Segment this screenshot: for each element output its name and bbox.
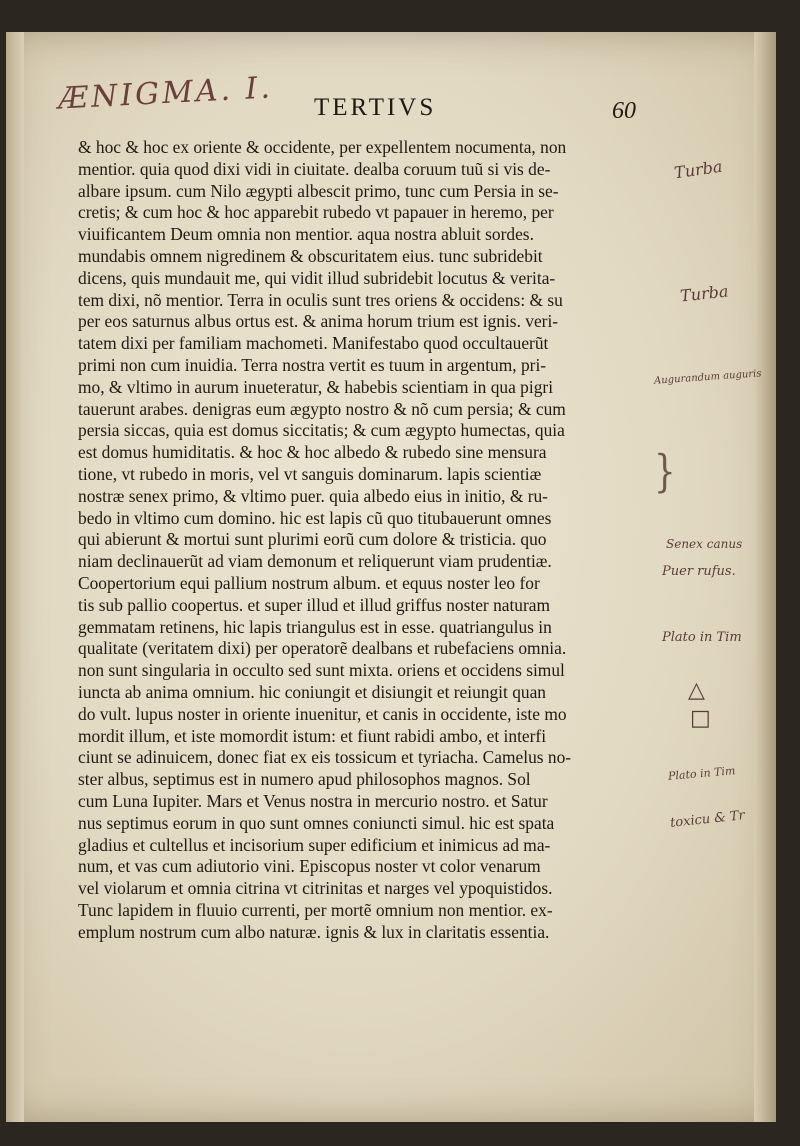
marginal-note-turba: Turba [672,156,724,183]
text-line: Coopertorium equi pallium nostrum album. et equus noster leo for [78,572,540,593]
text-line: albare ipsum. cum Nilo ægypti albescit primo, tunc cum Persia in se- [78,180,559,201]
text-line: persia siccas, quia est domus siccitatis; & cum ægypto humectas, quia [78,420,565,441]
text-line: ster albus, septimus est in numero apud philosophos magnos. Sol [78,769,531,790]
text-line: mo, & vltimo in aurum inueteratur, & habebis scientiam in qua pigri [78,376,554,397]
text-line: nostræ senex primo, & vltimo puer. quia albedo eius in initio, & ru- [78,485,548,506]
text-line: mordit illum, et iste momordit istum: et fiunt rabidi ambo, et interfi [78,725,547,746]
marginal-note-turba: Turba [679,281,730,306]
text-line: mentior. quia quod dixi vidi in ciuitate. dealba coruum tuũ si vis de- [78,158,551,179]
text-line: iuncta ab anima omnium. hic coniungit et disiungit et reiungit quan [78,681,547,702]
marginal-note-plato: Plato in Tim [667,764,736,783]
text-line: dicens, quis mundauit me, qui vidit illud subridebit locutus & verita- [78,267,556,288]
text-line: bedo in vltimo cum domino. hic est lapis cũ quo titubauerunt omnes [78,507,552,528]
manuscript-heading: ÆNIGMA. I. [57,70,274,117]
marginal-note-augurandum: Augurandum auguris [653,368,762,387]
book-page [6,32,776,1122]
square-mark-icon: □ [690,706,711,731]
text-line: mundabis omnem nigredinem & obscuritatem eius. tunc subridebit [78,245,543,266]
page-edge [754,32,776,1122]
text-line: vel violarum et omnia citrina vt citrinitas et narges vel ypoquistidos. [78,878,553,899]
text-line: niam declinauerũt ad viam demonum et reliquerunt viam prudentiæ. [78,551,552,572]
folio-number: 60 [612,98,636,124]
page-spine-shadow [6,32,24,1122]
text-line: Tunc lapidem in fluuio currenti, per mortẽ omnium non mentior. ex- [78,899,553,920]
text-line: tatem dixi per familiam machometi. Manifestabo quod occultauerũt [78,333,549,354]
text-line: viuificantem Deum omnia non mentior. aqua nostra abluit sordes. [78,224,534,245]
marginal-note-puer: Puer rufus. [662,564,736,579]
marginal-note-plato: Plato in Tim [662,630,742,645]
text-line: est domus humiditatis. & hoc & hoc albedo & rubedo sine mensura [78,442,547,463]
text-line: cum Luna Iupiter. Mars et Venus nostra in mercurio nostro. et Satur [78,790,548,811]
text-line: num, et vas cum adiutorio vini. Episcopus noster vt color venarum [78,856,541,877]
text-line: non sunt singularia in occulto sed sunt mixta. oriens et occidens simul [78,660,565,681]
text-line: ciunt se adinuicem, donec fiat ex eis tossicum et tyriacha. Camelus no- [78,747,572,768]
text-line: qualitate (veritatem dixi) per operatorẽ dealbans et rubefaciens omnia. [78,638,567,659]
text-line: nus septimus eorum in quo sunt omnes coniuncti simul. hic est spata [78,812,555,833]
body-text [78,137,663,943]
running-head: TERTIVS [314,94,437,121]
text-line: gemmatam retinens, hic lapis triangulus est in esse. quatriangulus in [78,616,552,637]
marginal-note-toxicum: toxicu & Tr [669,808,746,831]
text-line: tauerunt arabes. denigras eum ægypto nostro & nõ cum persia; & cum [78,398,566,419]
text-line: per eos saturnus albus ortus est. & anima horum trium est ignis. veri- [78,311,559,332]
text-line: tis sub pallio coopertus. et super illud et illud griffus noster naturam [78,594,551,615]
triangle-mark-icon: △ [688,678,705,703]
text-line: & hoc & hoc ex oriente & occidente, per expellentem nocumenta, non [78,137,567,157]
text-line: tione, vt rubedo in moris, vel vt sanguis dominarum. lapis scientiæ [78,463,542,484]
text-line: gladius et cultellus et incisorium super edificium et inimicus ad ma- [78,834,551,855]
text-line: cretis; & cum hoc & hoc apparebit rubedo vt papauer in heremo, per [78,202,554,223]
marginal-note-senex: Senex canus [666,537,743,551]
text-line: tem dixi, nõ mentior. Terra in oculis sunt tres oriens & occidens: & su [78,289,563,310]
text-line: emplum nostrum cum albo naturæ. ignis & lux in claritatis essentia. [78,921,550,942]
text-line: primi non cum inuidia. Terra nostra vertit es tuum in argentum, pri- [78,354,547,375]
text-line: qui abierunt & mortui sunt plurimi eorũ cum dolore & tristicia. quo [78,529,547,550]
text-line: do vult. lupus noster in oriente inuenitur, et canis in occidente, iste mo [78,703,567,724]
brace-mark-icon: } [654,446,676,498]
